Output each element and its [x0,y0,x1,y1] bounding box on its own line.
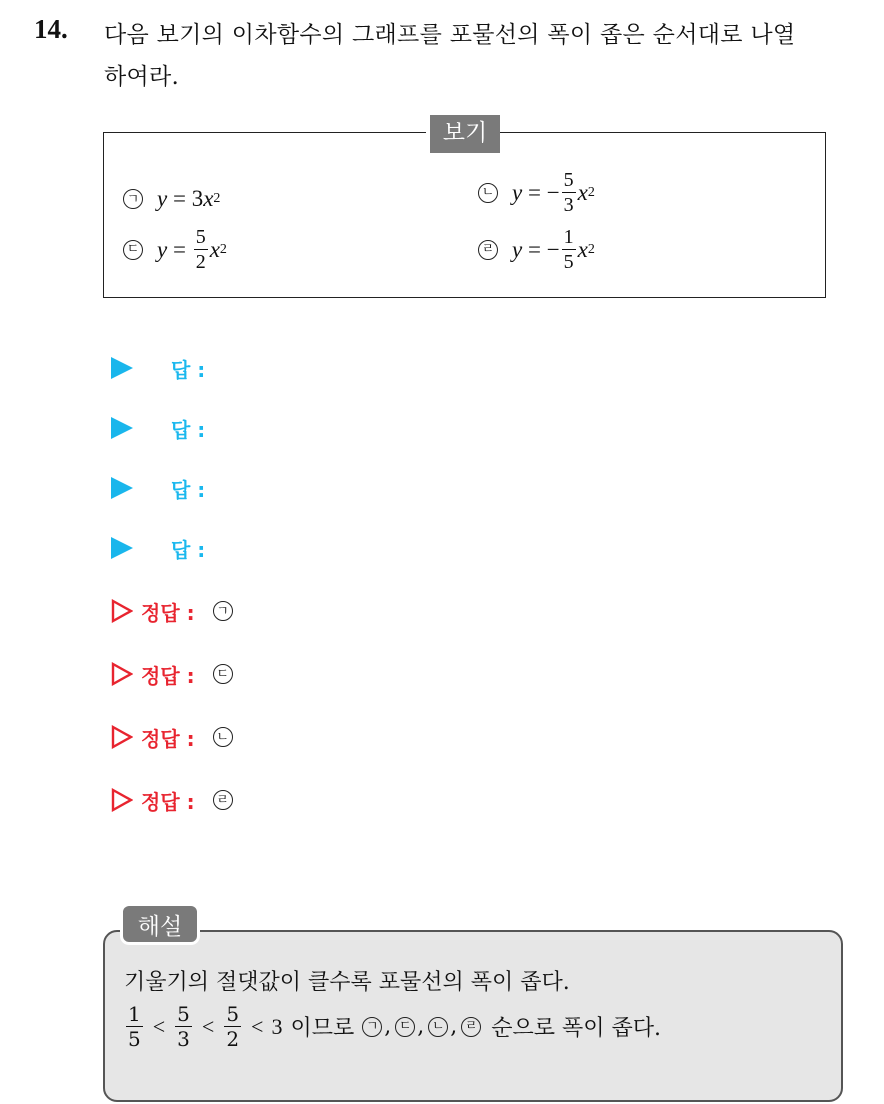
correct-marker-icon: ㄱ [213,601,233,621]
bogi-box [103,132,826,298]
correct-answer-row [111,785,233,815]
solution-tail-text: 순으로 폭이 좁다. [491,1016,661,1041]
correct-marker-icon: ㄷ [213,664,233,684]
solution-fraction: $\frac{5}{2}$ [226,1002,240,1051]
solution-fraction: $\frac{5}{3}$ [177,1002,190,1051]
less-than-sign: < [152,1013,166,1039]
solution-text-line1: 기울기의 절댓값이 클수록 포물선의 폭이 좁다. [124,970,570,995]
marker-rieul-icon: ㄹ [478,240,498,260]
bogi-title: 보기 [430,115,500,153]
outline-triangle-icon [111,725,133,749]
correct-answer-row [111,722,233,752]
order-marker-icon: ㄱ [362,1017,382,1037]
outline-triangle-icon [111,599,133,623]
answer-label: 답 : [171,357,206,382]
question-text-line1: 다음 보기의 이차함수의 그래프를 포물선의 폭이 좁은 순서대로 나열 [104,22,796,48]
order-marker-icon: ㄹ [461,1017,481,1037]
play-triangle-icon [111,417,133,439]
correct-marker-icon: ㄴ [213,727,233,747]
play-triangle-icon [111,537,133,559]
option-nieun [478,170,595,215]
marker-nieun-icon: ㄴ [478,183,498,203]
correct-label: 정답 : [141,663,195,688]
option-rieul [478,227,595,272]
question-text-line2: 하여라. [104,64,180,90]
solution-fraction: $\frac{1}{5}$ [128,1002,141,1051]
option-giyeok-formula: y = 3 x 2 [157,186,221,211]
order-marker-icon: ㄴ [428,1017,448,1037]
marker-giyeok-icon: ㄱ [123,189,143,209]
question-number: 14. [34,14,68,44]
correct-label: 정답 : [141,600,195,625]
solution-title: 해설 [120,903,200,945]
option-giyeok [123,186,220,212]
outline-triangle-icon [111,662,133,686]
correct-label: 정답 : [141,789,195,814]
option-digeut [123,227,227,272]
solution-text-line2: $\frac{1}{5}$ < $\frac{5}{3}$ < $\frac{5}{2}$ < 3 이므로 ㄱ , ㄷ , ㄴ , ㄹ 순으로 폭이 좁다. [128,1002,661,1051]
answer-row[interactable] [111,413,205,443]
marker-digeut-icon: ㄷ [123,240,143,260]
solution-mid-text: 이므로 [290,1016,355,1041]
correct-marker-icon: ㄹ [213,790,233,810]
answer-label: 답 : [171,417,206,442]
correct-answer-row [111,596,233,626]
answer-row[interactable] [111,533,205,563]
answer-row[interactable] [111,473,205,503]
less-than-sign: < [251,1013,264,1039]
answer-row[interactable] [111,353,205,383]
correct-label: 정답 : [141,726,195,751]
answer-label: 답 : [171,477,206,502]
answer-label: 답 : [171,537,206,562]
option-nieun-formula: y = − $\frac{5}{3}$ x 2 [512,169,595,216]
option-rieul-formula: y = − $\frac{1}{5}$ x 2 [512,226,595,273]
solution-last-value: 3 [271,1013,283,1039]
correct-answer-row [111,659,233,689]
play-triangle-icon [111,477,133,499]
option-digeut-formula: y = $\frac{5}{2}$ x 2 [157,226,227,273]
play-triangle-icon [111,357,133,379]
outline-triangle-icon [111,788,133,812]
less-than-sign: < [201,1013,215,1039]
order-marker-icon: ㄷ [395,1017,415,1037]
